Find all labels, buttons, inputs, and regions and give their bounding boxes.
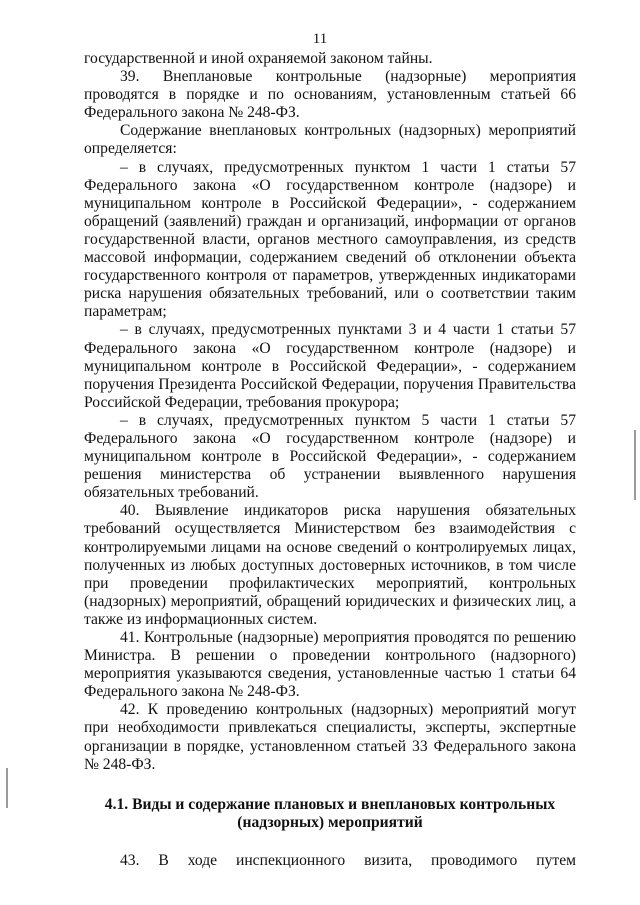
scan-edge-mark-right	[634, 430, 636, 500]
scan-edge-mark-left	[6, 768, 8, 808]
list-item-case-2: – в случаях, предусмотренных пунктами 3 и 4 части 1 статьи 57 Федерального закона «О государственном контроле (надзоре) и муниципальном контроле в Российской Федерации», - содержанием поручения Президента Российской Федерации, поручения Правительства Российской Федерации, требования прокурора;	[84, 321, 576, 411]
list-item-case-3: – в случаях, предусмотренных пунктом 5 части 1 статьи 57 Федерального закона «О государственном контроле (надзоре) и муниципальном контроле в Российской Федерации», - содержанием решения министерства об устранении выявленного нарушения обязательных требований.	[84, 411, 576, 502]
section-heading-line-2: (надзорных) мероприятий	[237, 813, 423, 831]
page-number: 11	[312, 31, 328, 47]
list-item-case-1: – в случаях, предусмотренных пунктом 1 части 1 статьи 57 Федерального закона «О государственном контроле (надзоре) и муниципальном контроле в Российской Федерации», - содержанием обращений (заявлений) граждан и организаций, информации от органов государственной власти, органов местного самоуправления, из средств массовой информации, содержанием сведений об отклонении объекта государственного контроля от параметров, утвержденных индикаторами риска нарушения обязательных требований, или о соответствии таким параметрам;	[84, 158, 576, 321]
paragraph-42: 42. К проведению контрольных (надзорных) мероприятий могут при необходимости привлекаться специалисты, эксперты, экспертные организации в порядке, установленном статьей 33 Федерального закона № 248-ФЗ.	[84, 701, 576, 773]
section-heading-line-1: 4.1. Виды и содержание плановых и внеплановых контрольных	[104, 795, 556, 813]
paragraph-39: 39. Внеплановые контрольные (надзорные) мероприятия проводятся в порядке и по основаниям, установленным статьей 66 Федерального закона № 248-ФЗ.	[84, 68, 576, 122]
paragraph-continuation: государственной и иной охраняемой законом тайны.	[84, 50, 433, 67]
paragraph-43: 43. В ходе инспекционного визита, проводимого путем	[120, 851, 576, 869]
paragraph-40: 40. Выявление индикаторов риска нарушения обязательных требований осуществляется Министерством без взаимодействия с контролируемыми лицами на основе сведений о контролируемых лицах, полученных из любых доступных достоверных источников, в том числе при проведении профилактических мероприятий, контрольных (надзорных) мероприятий, обращений юридических и физических лиц, а также из информационных систем.	[84, 502, 576, 628]
paragraph-41: 41. Контрольные (надзорные) мероприятия проводятся по решению Министра. В решении о проведении контрольного (надзорного) мероприятия указываются сведения, установленные частью 1 статьи 64 Федерального закона № 248-ФЗ.	[84, 629, 576, 701]
document-body	[84, 50, 576, 870]
section-heading	[84, 796, 576, 832]
paragraph-content-definition: Содержание внеплановых контрольных (надзорных) мероприятий определяется:	[84, 122, 576, 158]
